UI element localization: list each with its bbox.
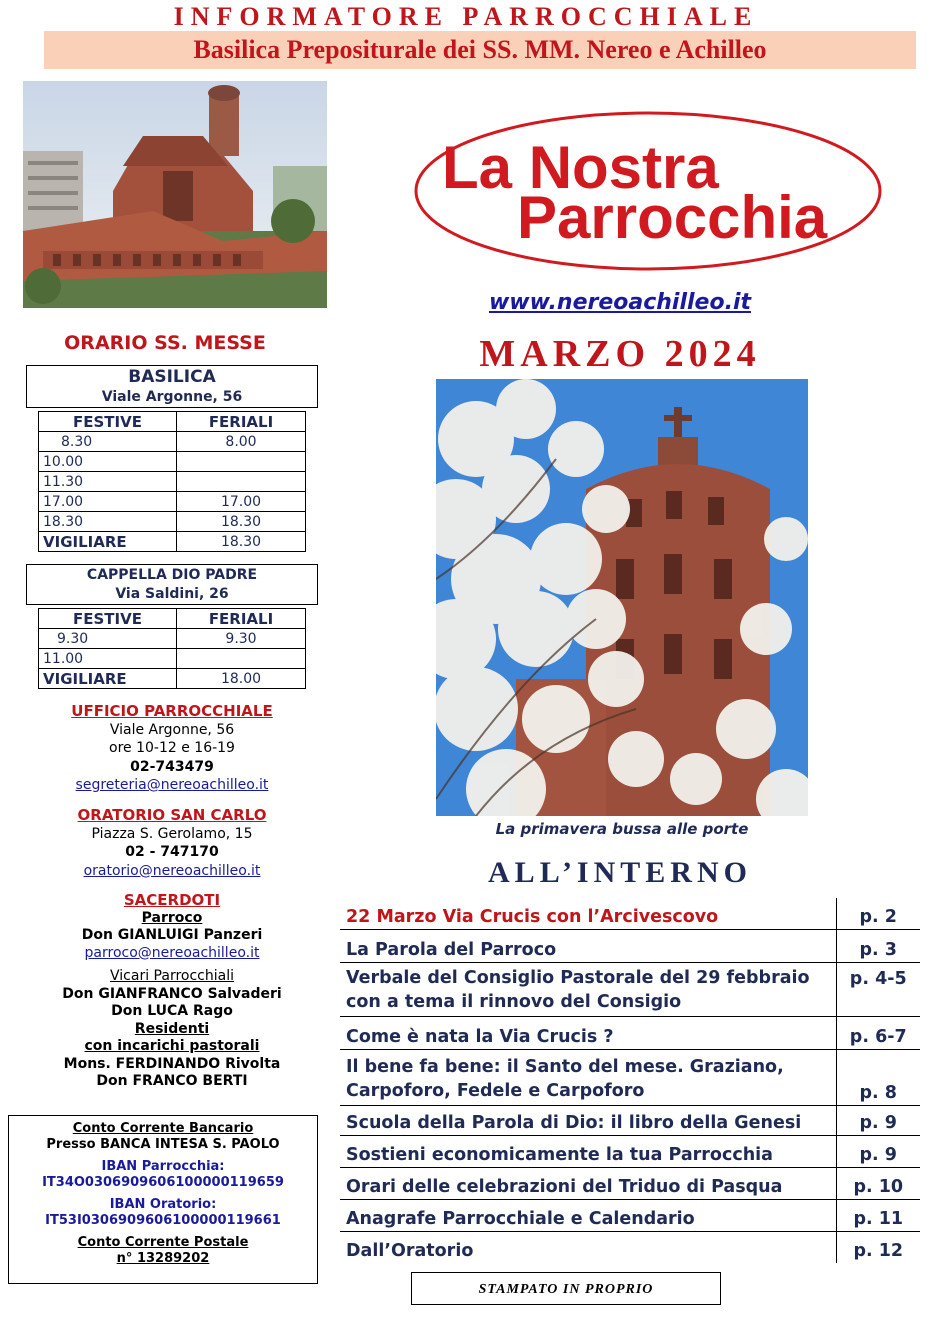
parroco-email[interactable]: parroco@nereoachilleo.it	[84, 944, 260, 961]
oratorio-address: Piazza S. Gerolamo, 15	[91, 825, 253, 842]
issue-month: MARZO 2024	[479, 333, 761, 375]
cappella-box	[26, 564, 318, 605]
residenti-sublabel: con incarichi pastorali	[84, 1038, 260, 1054]
toc-row[interactable]: Il bene fa bene: il Santo del mese. Graziano, Carpoforo, Fedele e Carpoforo p. 8	[340, 1049, 920, 1105]
ufficio-email[interactable]: segreteria@nereoachilleo.it	[75, 777, 269, 793]
oratorio-email[interactable]: oratorio@nereoachilleo.it	[83, 862, 261, 879]
col-festive: FESTIVE	[39, 412, 177, 432]
table-row: VIGILIARE 18.30	[39, 532, 306, 552]
ufficio-address: Viale Argonne, 56	[109, 721, 235, 738]
website-link[interactable]: www.nereoachilleo.it	[488, 290, 751, 315]
residente-1: Mons. FERDINANDO Rivolta	[63, 1055, 281, 1072]
oratorio-phone: 02 - 747170	[125, 844, 219, 860]
interno-title: ALL’INTERNO	[488, 856, 752, 889]
ufficio-hours: ore 10-12 e 16-19	[109, 740, 235, 756]
postale-label: Conto Corrente Postale	[77, 1235, 249, 1250]
col-festive: FESTIVE	[39, 609, 177, 629]
vicario-1: Don GIANFRANCO Salvaderi	[62, 985, 282, 1002]
basilica-box	[26, 365, 318, 408]
residente-2: Don FRANCO BERTI	[96, 1073, 248, 1089]
postale-number: n° 13289202	[116, 1251, 210, 1266]
ufficio-phone: 02-743479	[130, 758, 214, 775]
table-row: 17.00 17.00	[39, 492, 306, 512]
toc-row[interactable]: 22 Marzo Via Crucis con l’Arcivescovo p. 2	[340, 898, 920, 929]
iban-parrocchia: IT34O0306909606100000119659	[42, 1175, 284, 1190]
orario-title: ORARIO SS. MESSE	[64, 332, 266, 354]
cappella-name: CAPPELLA DIO PADRE	[86, 567, 258, 583]
photo-caption: La primavera bussa alle porte	[495, 820, 749, 838]
toc-row[interactable]: Scuola della Parola di Dio: il libro della Genesi p. 9	[340, 1105, 920, 1135]
col-feriali: FERIALI	[177, 609, 306, 629]
iban-parrocchia-label: IBAN Parrocchia:	[101, 1159, 225, 1174]
cappella-schedule	[38, 608, 306, 689]
vicario-2: Don LUCA Rago	[111, 1003, 233, 1019]
printed-note: STAMPATO IN PROPRIO	[411, 1272, 721, 1305]
logo-line1: La Nostra	[442, 134, 719, 201]
la-nostra-parrocchia-logo	[412, 110, 884, 272]
vicari-label: Vicari Parrocchiali	[110, 968, 234, 984]
oratorio-title: ORATORIO SAN CARLO	[77, 806, 267, 824]
bank-box	[8, 1115, 318, 1284]
bank-title: Conto Corrente Bancario	[72, 1121, 254, 1136]
cappella-address: Via Saldini, 26	[115, 586, 229, 602]
ufficio-title: UFFICIO PARROCCHIALE	[71, 702, 273, 720]
spring-blossom-photo	[436, 379, 808, 816]
basilica-name: BASILICA	[128, 367, 216, 387]
bank-name: Presso BANCA INTESA S. PAOLO	[46, 1137, 280, 1152]
toc-row[interactable]: La Parola del Parroco p. 3	[340, 929, 920, 962]
residenti-label: Residenti	[134, 1020, 210, 1037]
toc-row[interactable]: Anagrafe Parrocchiale e Calendario p. 11	[340, 1199, 920, 1231]
logo-line2: Parrocchia	[517, 184, 828, 251]
toc-row[interactable]: Verbale del Consiglio Pastorale del 29 febbraio con a tema il rinnovo del Consigio p. 4-5	[340, 962, 920, 1016]
col-feriali: FERIALI	[177, 412, 306, 432]
iban-oratorio-label: IBAN Oratorio:	[109, 1197, 217, 1212]
sacerdoti-title: SACERDOTI	[123, 891, 221, 909]
table-row: 11.00	[39, 649, 306, 669]
iban-oratorio: IT53I0306909606100000119661	[45, 1213, 281, 1228]
newsletter-title: INFORMATORE PARROCCHIALE	[173, 2, 759, 31]
sacerdoti-section	[20, 892, 324, 1091]
basilica-photo	[23, 81, 327, 308]
parroco-label: Parroco	[141, 909, 203, 926]
table-row: 9.30 9.30	[39, 629, 306, 649]
toc-row[interactable]: Orari delle celebrazioni del Triduo di Pasqua p. 10	[340, 1167, 920, 1199]
table-row: VIGILIARE 18.00	[39, 669, 306, 689]
toc-row[interactable]: Sostieni economicamente la tua Parrocchia p. 9	[340, 1135, 920, 1167]
oratorio-section	[20, 806, 324, 880]
table-of-contents	[340, 898, 920, 1263]
table-row: 8.30 8.00	[39, 432, 306, 452]
basilica-schedule	[38, 411, 306, 552]
ufficio-section	[20, 702, 324, 795]
toc-row[interactable]: Come è nata la Via Crucis ? p. 6-7	[340, 1016, 920, 1049]
basilica-subtitle: Basilica Prepositurale dei SS. MM. Nereo e Achilleo	[44, 31, 916, 69]
basilica-address: Viale Argonne, 56	[101, 389, 243, 405]
table-row: 10.00	[39, 452, 306, 472]
table-row: 18.30 18.30	[39, 512, 306, 532]
table-row: 11.30	[39, 472, 306, 492]
parroco-name: Don GIANLUIGI Panzeri	[81, 927, 263, 943]
toc-row[interactable]: Dall’Oratorio p. 12	[340, 1231, 920, 1263]
